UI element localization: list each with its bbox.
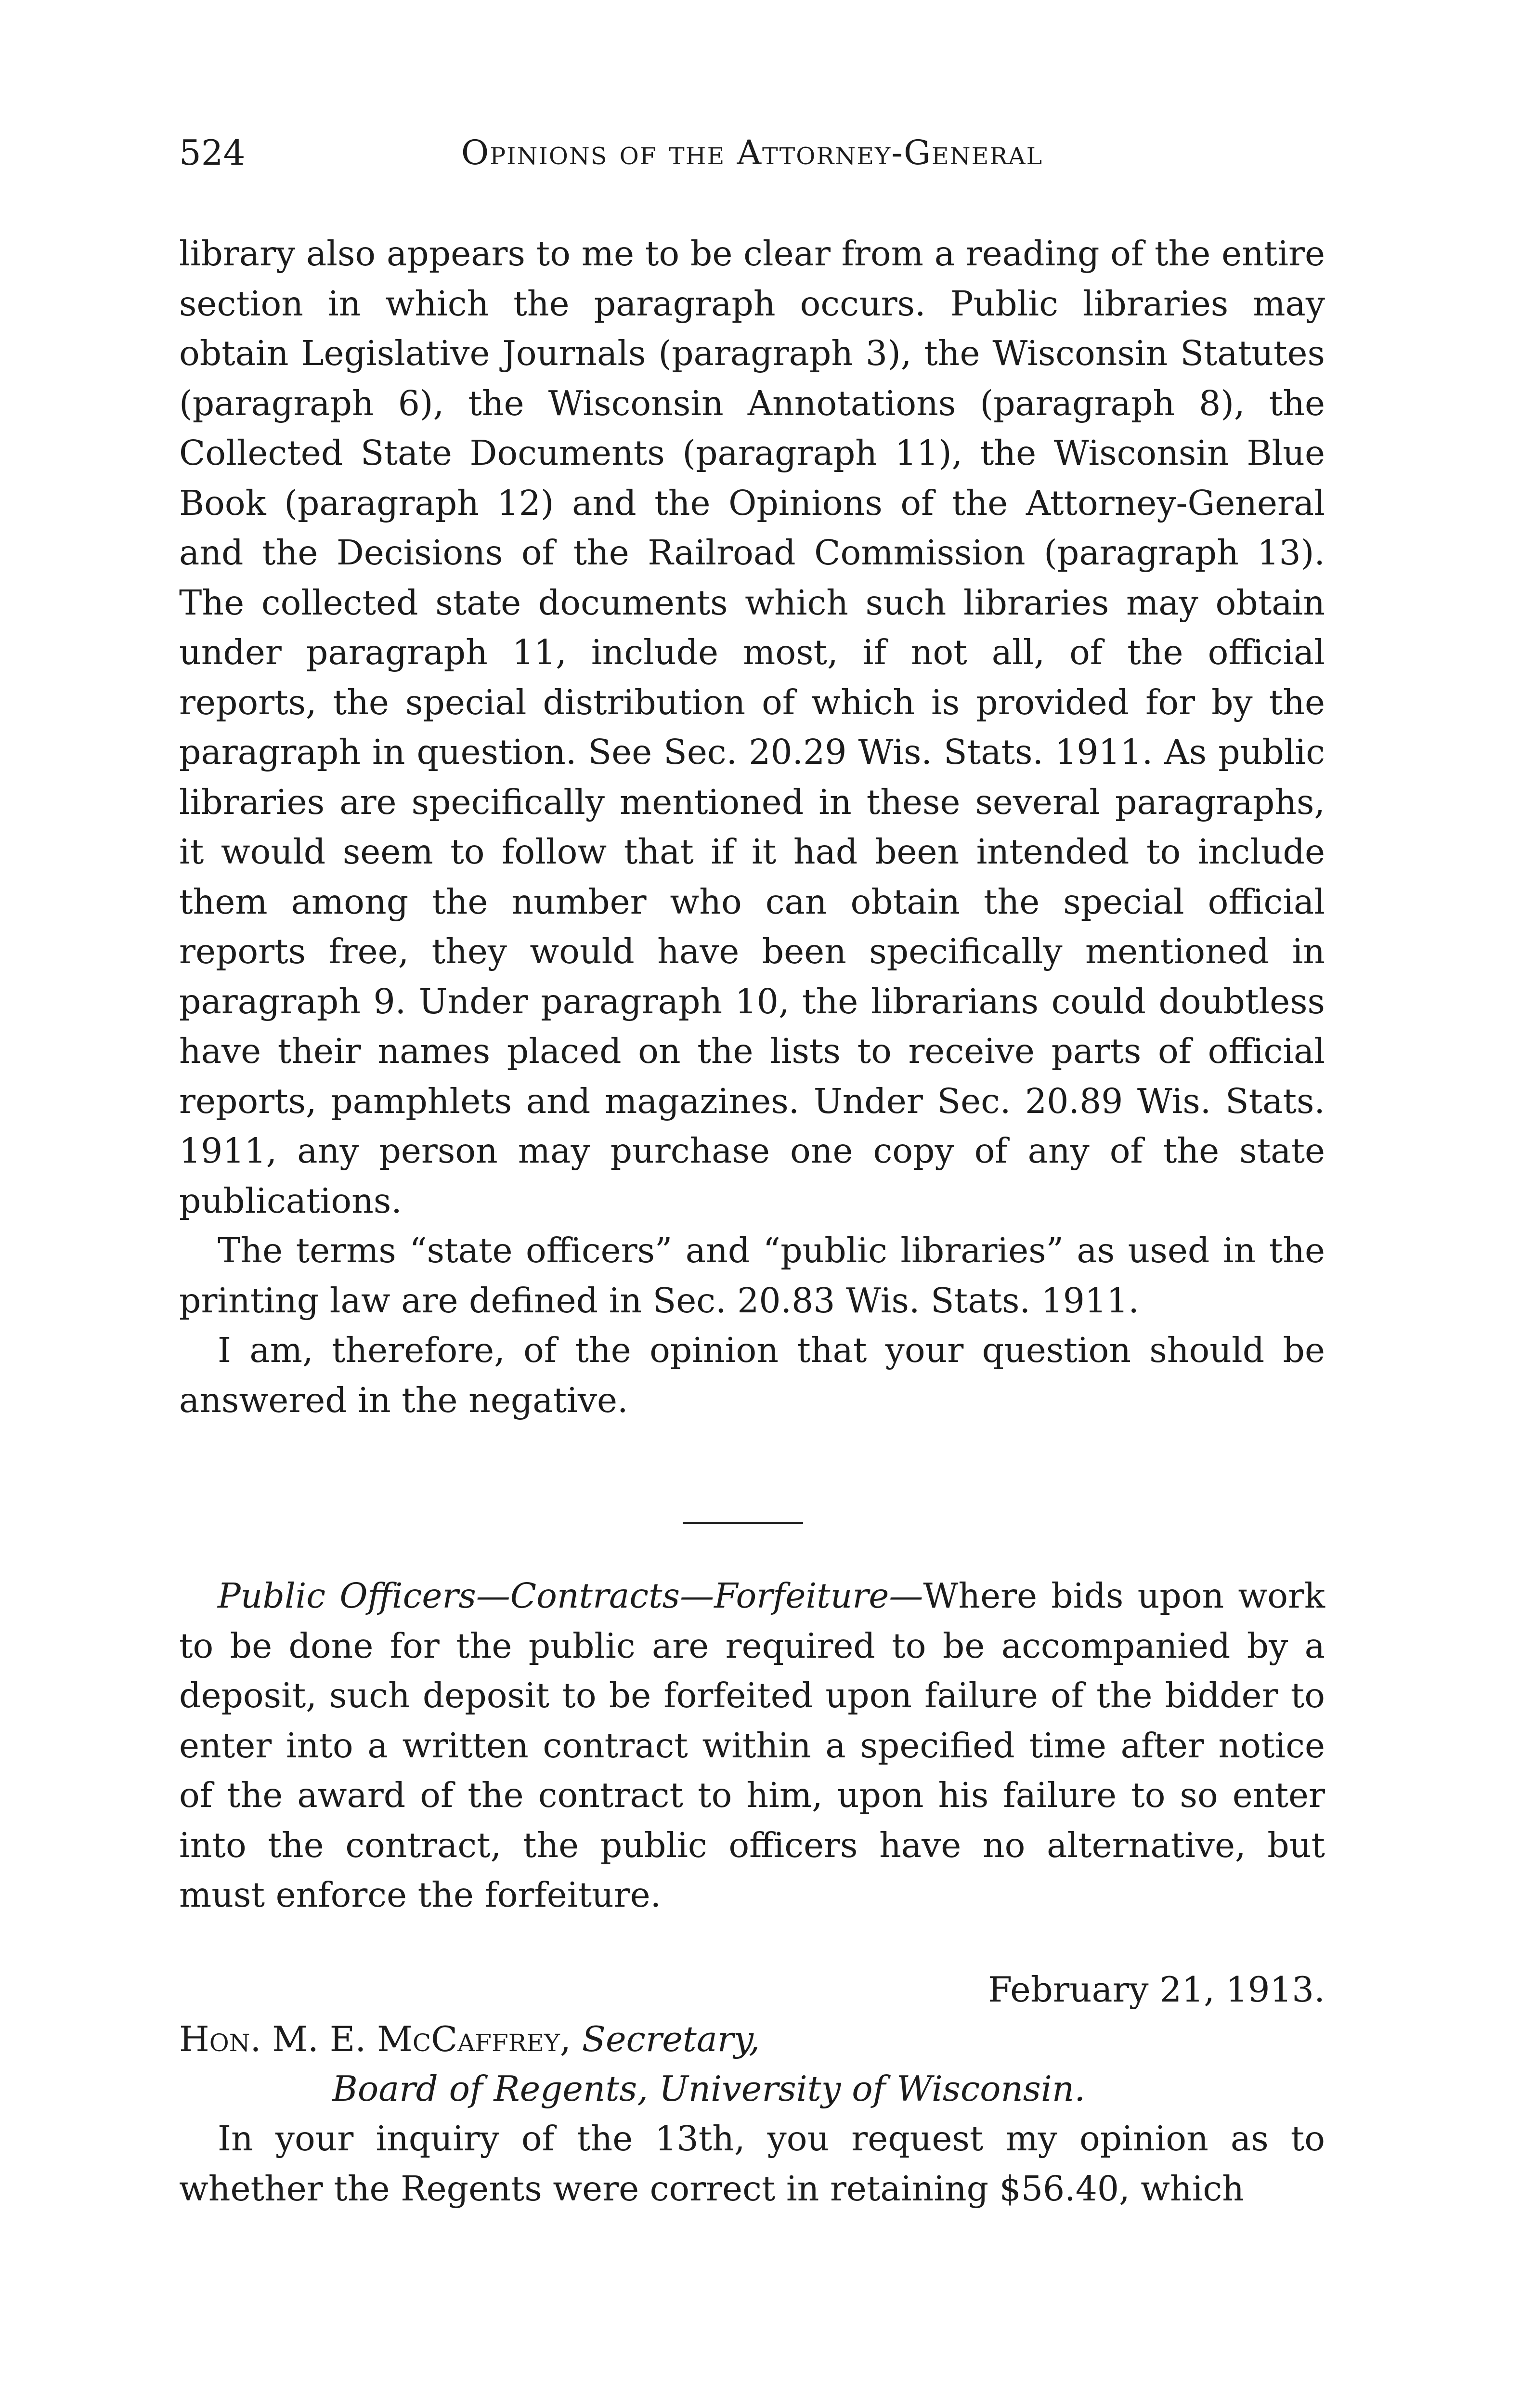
page-number: 524 xyxy=(179,132,246,173)
headnote-text: Where bids upon work to be done for the public are required to be accompanied by a deposit, such deposit to be forfeited upon failure of the bidder to enter into a written contract within a specified time after notice of the award of the contract to him, upon his failure to so enter into the contract, the public officers have no alternative, but must enforce the forfeiture. xyxy=(179,1576,1325,1915)
addressee-title: Secretary, xyxy=(582,2019,760,2059)
letter-opening-paragraph: In your inquiry of the 13th, you request my opinion as to whether the Regents were correct in retaining $56.40, which xyxy=(179,2119,1325,2209)
addressee-name: Hon. M. E. McCaffrey, xyxy=(179,2019,571,2059)
section-divider xyxy=(683,1522,803,1524)
paragraph-terms-defined: The terms “state officers” and “public libraries” as used in the printing law are defined in Sec. 20.83 Wis. Stats. 1911. xyxy=(179,1230,1325,1321)
opinion-continuation xyxy=(179,229,1325,1425)
paragraph-conclusion: I am, therefore, of the opinion that your question should be answered in the negative. xyxy=(179,1330,1325,1420)
letter-date: February 21, 1913. xyxy=(988,1969,1325,2010)
headnote-paragraph xyxy=(179,1571,1325,1920)
headnote-topic: Public Officers—Contracts—Forfeiture— xyxy=(218,1576,923,1616)
addressee-line xyxy=(179,2015,760,2065)
addressee-board: Board of Regents, University of Wisconsin. xyxy=(332,2068,1086,2109)
paragraph-library-sources: library also appears to me to be clear from a reading of the entire section in which the paragraph occurs. Public libraries may obtain Legislative Journals (paragraph 3), the Wisconsin Statutes (paragraph 6), the Wisconsin Annotations (paragraph 8), the Collected State Documents (paragraph 11), the Wisconsin Blue Book (paragraph 12) and the Opinions of the Attorney-General and the Decisions of the Railroad Commission (paragraph 13). The collected state documents which such libraries may obtain under paragraph 11, include most, if not all, of the official reports, the special distribution of which is provided for by the paragraph in question. See Sec. 20.29 Wis. Stats. 1911. As public libraries are specifically mentioned in these several paragraphs, it would seem to follow that if it had been intended to include them among the number who can obtain the special official reports free, they would have been specifically mentioned in paragraph 9. Under paragraph 10, the librarians could doubtless have their names placed on the lists to receive parts of official reports, pamphlets and magazines. Under Sec. 20.89 Wis. Stats. 1911, any person may purchase one copy of any of the state publications. xyxy=(179,234,1325,1221)
running-head: Opinions of the Attorney-General xyxy=(461,133,1043,172)
page-header xyxy=(179,131,1325,179)
letter-body xyxy=(179,2114,1325,2213)
headnote xyxy=(179,1571,1325,1920)
